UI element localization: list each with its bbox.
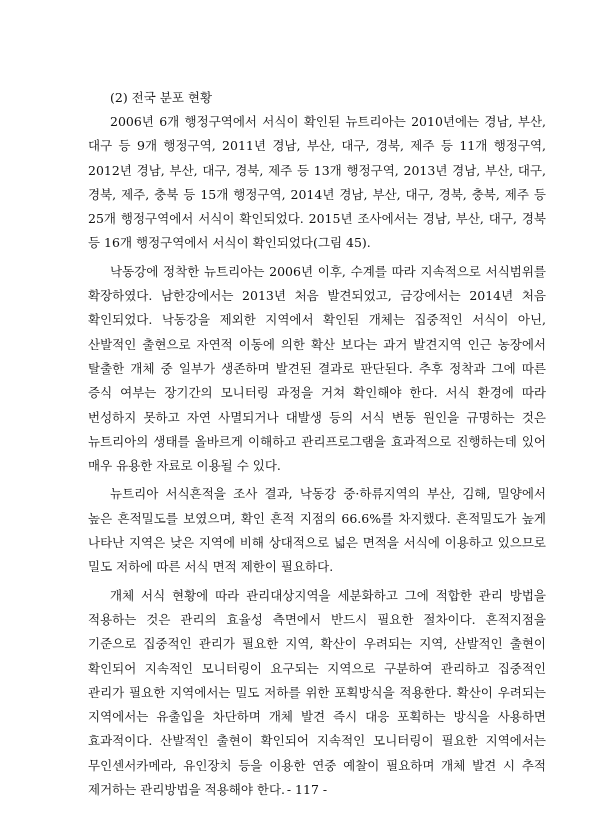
section-heading: (2) 전국 분포 현황 bbox=[110, 90, 213, 105]
page-number: - 117 - bbox=[286, 782, 328, 797]
paragraph-trace-density: 뉴트리아 서식흔적을 조사 결과, 낙동강 중·하류지역의 부산, 김해, 밀양에서 높은 흔적밀도를 보였으며, 확인 흔적 지점의 66.6%를 차지했다. 흔적밀도가 높게 나타난 지역은 낮은 지역에 비해 상대적으로 넓은 면적을 서식에 이용하고 있으므로 밀도 저하에 따른 서식 면적 제한이 필요하다. bbox=[88, 486, 546, 575]
body-text bbox=[88, 110, 546, 802]
paragraph-management-methods: 개체 서식 현황에 따라 관리대상지역을 세분화하고 그에 적합한 관리 방법을 적용하는 것은 관리의 효율성 측면에서 반드시 필요한 절차이다. 흔적지점을 기준으로 집중적인 관리가 필요한 지역, 확산이 우려되는 지역, 산발적인 출현이 확인되어 지속적인 모니터링이 요구되는 지역으로 구분하여 관리하고 집중적인 관리가 필요한 지역에서는 밀도 저하를 위한 포획방식을 적용한다. 확산이 우려되는 지역에서는 유출입을 차단하며 개체 발견 즉시 대응 포획하는 방식을 사용하면 효과적이다. 산발적인 출현이 확인되어 지속적인 모니터링이 필요한 지역에서는 무인센서카메라, 유인장치 등을 이용한 연중 예찰이 필요하며 개체 발견 시 추적 제거하는 관리방법을 적용해야 한다. bbox=[88, 587, 546, 798]
paragraph-distribution-history: 2006년 6개 행정구역에서 서식이 확인된 뉴트리아는 2010년에는 경남, 부산, 대구 등 9개 행정구역, 2011년 경남, 부산, 대구, 경북, 제주 등 11개 행정구역, 2012년 경남, 부산, 대구, 경북, 제주 등 13개 행정구역, 2013년 경남, 부산, 대구, 경북, 제주, 충북 등 15개 행정구역, 2014년 경남, 부산, 대구, 경북, 충북, 제주 등 25개 행정구역에서 서식이 확인되었다. 2015년 조사에서는 경남, 부산, 대구, 경북 등 16개 행정구역에서 서식이 확인되었다(그림 45). bbox=[88, 114, 546, 251]
paragraph-range-expansion: 낙동강에 정착한 뉴트리아는 2006년 이후, 수계를 따라 지속적으로 서식범위를 확장하였다. 남한강에서는 2013년 처음 발견되었고, 금강에서는 2014년 처음 확인되었다. 낙동강을 제외한 지역에서 확인된 개체는 집중적인 서식이 아닌, 산발적인 출현으로 자연적 이동에 의한 확산 보다는 과거 발견지역 인근 농장에서 탈출한 개체 중 일부가 생존하며 발견된 결과로 판단된다. 추후 정착과 그에 따른 증식 여부는 장기간의 모니터링 과정을 거쳐 확인해야 한다. 서식 환경에 따라 번성하지 못하고 자연 사멸되거나 대발생 등의 서식 변동 원인을 규명하는 것은 뉴트리아의 생태를 올바르게 이해하고 관리프로그램을 효과적으로 진행하는데 있어 매우 유용한 자료로 이용될 수 있다. bbox=[88, 263, 546, 474]
